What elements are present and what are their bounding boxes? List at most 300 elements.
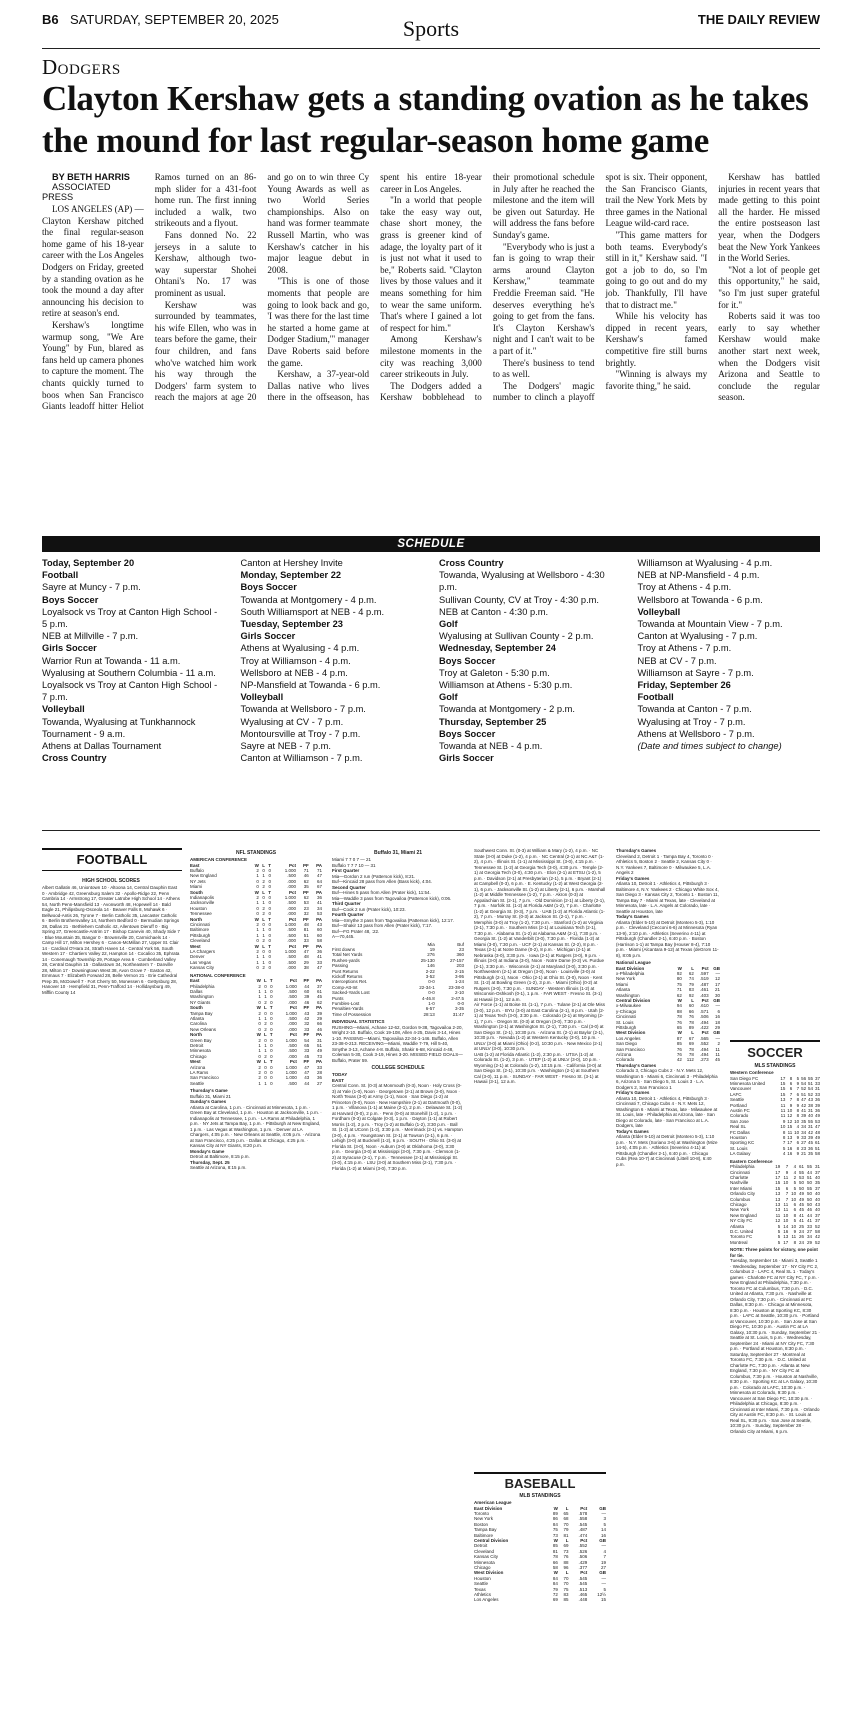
stat-cell: 2 <box>262 878 265 884</box>
stat-cell: 112 <box>686 1057 694 1063</box>
football-title: FOOTBALL <box>76 852 148 867</box>
stat-cell: 51 <box>806 1174 812 1180</box>
thursday2-game: Seattle at Arizona, 8:15 p.m. <box>190 1165 247 1171</box>
stat-cell: 15 <box>780 1086 786 1092</box>
stat-cell: 7 <box>603 1554 606 1560</box>
stat-cell: 52 <box>808 1091 814 1097</box>
schedule-entry: Canton at Hershey Invite <box>240 558 343 568</box>
nfc-table <box>190 978 322 1086</box>
standings-row <box>190 965 322 970</box>
team-name: Los Angeles <box>474 1597 499 1603</box>
division-name: East Division <box>616 965 645 971</box>
team-name: Atlanta <box>616 987 631 993</box>
stat-cell: 41 <box>316 900 322 906</box>
division-name: West Division <box>616 1030 646 1036</box>
stat-cell: .558 <box>578 1516 588 1522</box>
stat-cell: .000 <box>288 1053 297 1059</box>
stat-cell: 53 <box>799 1174 805 1180</box>
stat-cell: 73 <box>563 1548 569 1554</box>
team-name: Minnesota <box>474 1559 495 1565</box>
stat-cell: .597 <box>699 970 709 976</box>
article-paragraph: The Dodgers added a Kershaw bobblehead to their promotional schedule in July after he reached the milestone and the item will be given out Saturday. He will address the fans before Sunday's game. <box>380 172 595 403</box>
stat-cell: 40 <box>808 1113 814 1119</box>
stat-value: 2-22 <box>425 968 435 974</box>
column-header: L <box>565 1505 569 1511</box>
article-paragraph: There's business to tend to as well. <box>492 357 595 380</box>
stat-cell: 0 <box>270 1043 273 1048</box>
stat-cell: 78 <box>688 1052 694 1057</box>
stat-cell: 49 <box>814 1113 820 1119</box>
schedule-entry: Wyalusing at Southern Columbia - 11 a.m. <box>42 667 216 678</box>
division-name: Central Division <box>616 997 651 1003</box>
stat-cell: .474 <box>578 1532 588 1538</box>
article-paragraph: "Everybody who is just a fan is going to wrap their arms around Clayton Kershaw," teammate Freddie Freeman said. "He deserves everything he's going to get from the fans. It's Clayton Kershaw's night and I can't wait to be a part of it." <box>492 241 595 356</box>
stat-cell: 7 <box>789 1091 793 1097</box>
stat-cell: 67 <box>316 884 322 890</box>
team-name: Orlando City <box>730 1191 756 1197</box>
stat-cell: 9 <box>789 1102 793 1108</box>
mls-standings-title: MLS STANDINGS <box>754 1063 796 1069</box>
team-name: Texas <box>474 1586 486 1592</box>
team-name: New York <box>474 1516 494 1522</box>
stat-cell: 8 <box>782 1129 786 1135</box>
stat-cell: 5 <box>603 1521 606 1527</box>
schedule-entry: Troy at Athens - 4 p.m. <box>637 582 732 593</box>
team-name: Kansas City <box>190 965 215 971</box>
team-name: San Diego FC <box>730 1075 759 1081</box>
stat-cell: 72 <box>552 1592 558 1597</box>
article-headline: Clayton Kershaw gets a standing ovation as he takes the mound for last regular-season home game <box>42 79 809 160</box>
stat-cell: 33 <box>316 959 322 965</box>
team-name: Las Vegas <box>190 959 212 965</box>
column-header: Pct <box>289 1005 297 1011</box>
stat-cell: 0 <box>270 1021 273 1027</box>
stat-cell: 78 <box>688 1046 694 1052</box>
boxscore-stat-row <box>332 1012 464 1017</box>
stat-cell: .552 <box>578 1543 588 1549</box>
stat-cell: 46 <box>303 873 309 879</box>
stat-cell: 1 <box>258 1015 261 1021</box>
stat-cell: 29 <box>714 1024 720 1030</box>
stat-cell: 75 <box>563 1586 569 1592</box>
stat-cell: 0 <box>268 954 272 960</box>
college-east: EAST <box>332 1077 345 1083</box>
stat-cell: 1.000 <box>285 1010 297 1016</box>
team-name: Seattle <box>474 1581 489 1587</box>
stat-cell: .273 <box>699 1057 709 1063</box>
stat-cell: 78 <box>688 1019 694 1025</box>
article-paragraph: "This is one of those moments that people are going to look back and go, 'I was there for the last time he started a home game at Dodger Stadium,'" manager Dave Roberts said before the game. <box>267 276 370 368</box>
stat-cell: 54 <box>304 1037 310 1043</box>
stat-label: Rushes-yards <box>332 957 360 963</box>
standings-row <box>730 1218 820 1223</box>
stat-cell: 27 <box>806 1228 812 1234</box>
stat-label: Total Net Yards <box>332 952 363 958</box>
stat-cell: 4 <box>796 1124 800 1130</box>
stat-cell: 50 <box>806 1180 812 1186</box>
stat-cell: 34 <box>806 1234 812 1240</box>
column-header: Pct <box>289 1032 297 1038</box>
division-name: West Division <box>474 1570 504 1576</box>
nl-today: Atlanta (Elder 5-10) at Detroit (Montero 5-3), 1:10 p.m. · N.Y. Mets (Soriano 3-6) at Washington (Mize 14-5), 4:05 p.m. · Athletics (Severino 4-11) at Pittsburgh (Chandler 2-1), 6:40 p.m. · Chicago Cubs (Rea 10-7) at Cincinnati (Littell 10-8), 6:40 p.m. <box>616 1134 718 1167</box>
stat-cell: 43 <box>304 1010 310 1016</box>
stat-cell: 5 <box>777 1234 781 1240</box>
stat-cell: 0 <box>270 1053 273 1059</box>
team-name: Miami <box>190 884 202 890</box>
stat-cell: 0 <box>256 911 259 917</box>
stat-cell: 5 <box>793 1180 797 1186</box>
stat-cell: 62 <box>688 970 694 976</box>
hs-scores-column <box>42 876 180 1724</box>
column-header: W <box>254 916 259 922</box>
stat-cell: 51 <box>316 1043 322 1048</box>
column-header: W <box>553 1570 558 1576</box>
nl-friday: Atlanta 10, Detroit 1 · Athletics 4, Pittsburgh 3 · Cincinnati 7, Chicago Cubs 4 · N.Y. Mets 12, Washington 6 · Miami at Texas, late · Milwaukee at St. Louis, late · Philadelphia at Arizona, late · San Diego at Colorado, late · San Francisco at L.A. Dodgers, late <box>616 1095 718 1129</box>
stat-cell: 31 <box>316 1037 322 1043</box>
stat-cell: 0 <box>270 1037 273 1043</box>
stat-cell: .500 <box>288 1080 297 1086</box>
schedule-heading: Girls Soccer <box>240 631 296 642</box>
schedule-heading: Boys Soccer <box>42 594 99 605</box>
stat-cell: .545 <box>578 1575 588 1581</box>
column-header: PF <box>303 978 310 984</box>
team-name: Indianapolis <box>190 894 215 900</box>
monday-title: Monday's Game <box>190 1148 225 1154</box>
schedule-entry: Towanda at Wellsboro - 7 p.m. <box>240 704 366 715</box>
individual-title: INDIVIDUAL STATISTICS <box>332 1019 385 1025</box>
stat-cell: 10 <box>787 1107 793 1113</box>
column-header: W <box>256 1059 261 1065</box>
stat-cell: .000 <box>287 911 297 917</box>
column-header: W <box>677 1030 682 1036</box>
stat-cell: 0 <box>262 949 265 954</box>
schedule-heading: Golf <box>439 619 458 630</box>
stat-cell: — <box>601 1543 606 1549</box>
stat-cell: 1 <box>262 932 265 938</box>
stat-cell: 70 <box>563 1575 569 1581</box>
stat-value: 0-0 <box>428 979 435 985</box>
stat-cell: 44 <box>806 1212 812 1218</box>
column-header: T <box>268 943 272 949</box>
column-header: GB <box>599 1570 606 1576</box>
team-name: Austin FC <box>730 1107 750 1113</box>
boxscore-quarter: First Quarter <box>332 868 360 873</box>
stat-cell: 39 <box>316 1010 322 1016</box>
stat-cell: 0 <box>270 1070 273 1076</box>
stat-cell: 34 <box>316 905 322 911</box>
team-name: Kansas City <box>474 1554 499 1560</box>
nl-today-title: Today's Games <box>616 1128 649 1134</box>
column-header: Pct <box>289 978 297 984</box>
team-name: New Orleans <box>190 1026 217 1032</box>
stat-cell: 2 <box>258 1010 261 1016</box>
team-name: Baltimore <box>190 927 210 933</box>
team-name: Atlanta <box>190 1015 205 1021</box>
team-name: Minnesota <box>190 1048 211 1054</box>
column-header: L <box>691 1030 694 1036</box>
team-name: Green Bay <box>190 1037 212 1043</box>
soccer-rule <box>730 1040 820 1042</box>
stat-cell: 31 <box>808 1107 814 1113</box>
standings-row <box>730 1180 820 1185</box>
boxscore-line: Mia—Waddle 3 pass from Tagovailoa (Patterson kick), 0:06. <box>332 895 452 901</box>
stat-cell: .377 <box>578 1564 588 1570</box>
byline-org: ASSOCIATED PRESS <box>42 182 111 202</box>
stat-cell: 2 <box>258 1037 261 1043</box>
column-header: T <box>268 916 272 922</box>
stat-value: 276 <box>427 952 435 958</box>
soccer-note: NOTE: Three points for victory, one point for tie. <box>730 1247 818 1258</box>
east-title: Eastern Conference <box>730 1158 773 1164</box>
stat-cell: 37 <box>814 1218 820 1224</box>
stat-value: 19 <box>429 946 435 952</box>
stat-cell: 55 <box>806 1185 812 1191</box>
column-header: L <box>264 978 267 984</box>
article-paragraph: Fans donned No. 22 jerseys in a salute to Kershaw, although two-way superstar Shohei Ohtani's No. 17 was prominent as usual. <box>154 229 257 298</box>
boxscore-line: Mia—Gordon 2 run (Patterson kick), 8:21. <box>332 873 416 879</box>
stat-cell: 13 <box>783 1234 789 1240</box>
stat-cell: .461 <box>699 987 709 993</box>
column-header: PF <box>303 1005 310 1011</box>
column-header: W <box>677 997 682 1003</box>
baseball-title: BASEBALL <box>504 1476 576 1491</box>
stat-cell: 41 <box>799 1218 805 1224</box>
stat-cell: 47 <box>304 1064 310 1070</box>
stat-cell: 36 <box>808 1145 814 1151</box>
stat-cell: — <box>715 1035 720 1041</box>
stat-cell: 53 <box>316 911 322 917</box>
stat-cell: 38 <box>303 965 309 971</box>
stat-cell: 13 <box>775 1191 781 1197</box>
stat-label: Interceptions Ret. <box>332 979 368 985</box>
stat-cell: 52 <box>814 1239 820 1245</box>
stat-cell: 0 <box>268 878 272 884</box>
stat-cell: 62 <box>676 992 682 998</box>
stat-label: First downs <box>332 946 356 952</box>
stat-cell: 5 <box>777 1239 781 1245</box>
stat-cell: 11 <box>783 1201 789 1207</box>
article-paragraph: Kershaw has battled injuries in recent years that made getting to this point all the harder. He missed the entire postseason last year, when the Dodgers beat the New York Yankees in the World Series. <box>718 172 820 264</box>
stat-cell: 1 <box>262 873 265 879</box>
stat-cell: 1 <box>262 900 265 906</box>
baseball-nl <box>616 848 720 1724</box>
column-header: L <box>691 997 694 1003</box>
stat-cell: 0 <box>256 884 259 890</box>
stat-cell: 11 <box>780 1102 786 1108</box>
stat-cell: 71 <box>316 867 322 873</box>
article-body <box>42 172 820 540</box>
column-header: L <box>262 862 265 868</box>
stat-cell: 6 <box>785 1185 789 1191</box>
schedule-entry: Williamson at Sayre - 7 p.m. <box>637 667 754 678</box>
stat-cell: .403 <box>699 992 709 998</box>
column-header: PF <box>303 1032 310 1038</box>
stat-cell: 79 <box>563 1527 569 1533</box>
stat-cell: .000 <box>287 878 297 884</box>
stat-cell: 0 <box>268 959 272 965</box>
team-name: x-Milwaukee <box>616 1003 642 1009</box>
article-kicker: Dodgers <box>42 55 121 79</box>
stat-value: 2-10 <box>454 990 464 996</box>
team-name: Buffalo <box>190 867 204 873</box>
al-friday-title: Friday's Games <box>616 875 650 881</box>
stat-cell: 1.000 <box>285 983 297 989</box>
stat-cell: .494 <box>699 1019 709 1025</box>
article-paragraph: While his velocity has dipped in recent years, Kershaw's famed competitive fire still burns brightly. <box>605 311 708 368</box>
stat-cell: .465 <box>578 1592 588 1597</box>
boxscore-quarter: Fourth Quarter <box>332 912 364 917</box>
stat-cell: 15 <box>600 1597 606 1603</box>
stat-cell: 53 <box>814 1118 820 1124</box>
column-header: L <box>262 889 265 895</box>
stat-cell: 8 <box>793 1212 797 1218</box>
stat-cell: 36 <box>814 1107 820 1113</box>
soccer-games: Tuesday, September 16 · Miami 3, Seattle 1 · Wednesday, September 17 · NY City FC 2, Columbus 2 · LAFC 4, Real SL 1 · Today's games · Charlotte FC at NY City FC, 7 p.m. · New England at Philadelphia, 7:30 p.m. · Toronto FC at Columbus, 7:30 p.m. · D.C. United at Atlanta, 7:30 p.m. · Nashville at Orlando City, 7:30 p.m. · Cincinnati at FC Dallas, 8:30 p.m. · Chicago at Minnesota, 8:30 p.m. · Houston at Sporting KC, 8:30 p.m. · LAFC at Seattle, 10:30 p.m. · Portland at Vancouver, 10:30 p.m. · San Jose at San Diego FC, 10:30 p.m. · Austin FC at LA Galaxy, 10:30 p.m. · Sunday, September 21 · Seattle at St. Louis, 5 p.m. · Wednesday, September 24 · Miami at NY City FC, 7:30 p.m. · Portland at Houston, 8:30 p.m. · Saturday, September 27 · Montreal at Toronto FC, 7:30 p.m. · D.C. United at Charlotte FC, 7:30 p.m. · Atlanta at New England, 7:30 p.m. · NY City FC at Columbus, 7:30 p.m. · Houston at Nashville, 8:30 p.m. · Sporting KC at LA Galaxy, 10:30 p.m. · Colorado at LAFC, 10:30 p.m. · Minnesota at Colorado, 9:30 p.m. · Vancouver at San Diego FC, 10:30 p.m. · Philadelphia at Chicago, 8:30 p.m. · Cincinnati at Inter Miami, 7:30 p.m. · Orlando City at Austin FC, 8:30 p.m. · St. Louis at Real SL, 9:30 p.m. · San Jose at Seattle, 10:30 p.m. · Sunday, September 28 · Orlando City at Miami, 6 p.m. <box>730 1258 820 1434</box>
stat-cell: 25 <box>799 1223 805 1229</box>
column-header: L <box>565 1570 569 1576</box>
stat-cell: 23 <box>303 905 309 911</box>
stat-cell: 73 <box>316 1053 322 1059</box>
schedule-heading: Girls Soccer <box>439 753 494 764</box>
stat-cell: 0 <box>256 965 259 971</box>
stat-cell: 37 <box>814 1169 820 1175</box>
stat-cell: 6 <box>789 1086 793 1092</box>
team-name: LA Chargers <box>190 949 216 954</box>
column-header: L <box>565 1537 569 1543</box>
schedule-entry: Loyalsock vs Troy at Canton High School - 5 p.m. <box>42 606 218 630</box>
column-header: PF <box>303 1059 310 1065</box>
stat-cell: 60 <box>304 988 310 994</box>
stat-cell: 58 <box>316 938 322 944</box>
column-header: Pct <box>289 916 297 922</box>
stat-cell: 33 <box>806 1223 812 1229</box>
stat-label: Kickoff Returns <box>332 973 363 979</box>
stat-cell: 52 <box>814 1223 820 1229</box>
stat-cell: 39 <box>808 1134 814 1140</box>
column-header: T <box>269 1005 273 1011</box>
byline: BY BETH HARRIS <box>52 172 130 182</box>
stat-cell: 1 <box>258 994 261 1000</box>
schedule-heading: Monday, September 22 <box>240 570 342 581</box>
team-name: Vancouver <box>730 1086 752 1092</box>
stat-cell: — <box>601 1575 606 1581</box>
stat-cell: 45 <box>714 1057 720 1063</box>
stat-cell: 55 <box>799 1169 805 1175</box>
nl-thursday: Colorado 3, Chicago Cubs 2 · N.Y. Mets 12, Washington 5 · Miami 6, Cincinnati 3 · Philadelphia 6, Arizona 5 · San Diego 5, St. Louis 3 · L.A. Dodgers 2, San Francisco 1 <box>616 1068 718 1090</box>
standings-row <box>730 1207 820 1212</box>
column-header: Pct <box>701 1030 709 1036</box>
stat-cell: 10 <box>783 1218 789 1224</box>
stat-cell: 1.000 <box>285 1037 297 1043</box>
stat-cell: 1 <box>256 873 259 879</box>
article-paragraph: Kershaw's longtime warmup song, "We Are Young" by Fun, blared as fans held up camera phones to capture the moment. The chants quickly turned to boos when San Francisco Giants leadoff hitter Heliot Ramos turned on an 86-mph slider for a 431-foot home run. The first inning included a walk, two strikeouts and a flyout. <box>42 172 257 412</box>
stat-cell: .487 <box>578 1527 588 1533</box>
stat-cell: 58 <box>552 1564 558 1570</box>
column-header: GB <box>599 1505 606 1511</box>
schedule-heading: Golf <box>439 692 458 703</box>
stat-cell: 76 <box>688 1014 694 1020</box>
stat-cell: 1 <box>264 988 267 994</box>
schedule-entry: Towanda, Wyalusing at Wellsboro - 4:30 p.m. <box>439 570 605 593</box>
stat-cell: 2 <box>258 1070 261 1076</box>
stat-cell: 76 <box>676 1019 682 1025</box>
stat-cell: 39 <box>801 1113 807 1119</box>
stat-cell: 10 <box>791 1223 797 1229</box>
nfc-title: NATIONAL CONFERENCE <box>190 972 246 978</box>
stat-cell: .500 <box>287 932 297 938</box>
stat-cell: 11 <box>775 1212 781 1218</box>
stat-cell: 5 <box>793 1185 797 1191</box>
stat-cell: 0 <box>258 1021 261 1027</box>
stat-cell: 69 <box>552 1597 558 1603</box>
stat-cell: 29 <box>316 1015 322 1021</box>
stat-cell: 8 <box>796 1107 800 1113</box>
stat-cell: 35 <box>808 1151 814 1157</box>
thursday-result: Buffalo 31, Miami 21 <box>190 1093 231 1099</box>
schedule-entry: Troy at Athens - 7 p.m. <box>637 643 732 654</box>
stat-cell: 39 <box>304 994 310 1000</box>
stat-cell: 60 <box>316 932 322 938</box>
stat-cell: 0 <box>270 988 273 994</box>
team-name: St. Louis <box>730 1145 748 1151</box>
division-name: North <box>190 916 202 922</box>
stat-cell: .000 <box>288 1021 297 1027</box>
stat-cell: 19 <box>775 1164 781 1170</box>
stat-cell: 17 <box>787 1140 793 1146</box>
stat-cell: 37 <box>316 983 322 989</box>
stat-cell: 13 <box>775 1207 781 1213</box>
team-name: Real SL <box>730 1124 747 1130</box>
schedule-heading: Boys Soccer <box>439 655 496 666</box>
issue-date: SATURDAY, SEPTEMBER 20, 2025 <box>70 12 279 27</box>
stat-cell: 0 <box>268 921 272 927</box>
stat-cell: 0 <box>264 1075 267 1081</box>
stat-cell: 44 <box>304 1080 310 1086</box>
stat-cell: 2 <box>262 965 265 971</box>
stat-cell: .000 <box>287 938 297 944</box>
stat-value: 0-0 <box>457 1000 464 1006</box>
stat-cell: 56 <box>801 1075 807 1081</box>
boxscore-quarter: Third Quarter <box>332 901 361 906</box>
stat-cell: 10 <box>783 1212 789 1218</box>
team-name: Charlotte <box>730 1174 749 1180</box>
stat-cell: 51 <box>303 932 309 938</box>
stat-cell: 16 <box>783 1228 789 1234</box>
stat-cell: 85 <box>676 1041 682 1047</box>
stat-label: Fumbles-Lost <box>332 1000 360 1006</box>
team-name: Toronto <box>474 1510 490 1516</box>
individual-stats: RUSHING—Miami, Achane 12-62, Gordon 9-38, Tagovailoa 2-20, Wright 2-10. Buffalo, Cook 19-108, Allen 4-25, Davis 3-14, Hines 1-10. PASSING—Miami, Tagovailoa 22-34-1-146. Buffalo, Allen 23-38-0-213. RECEIVING—Miami, Waddle 7-79, Hill 5-40, Smythe 3-13, Achane 4-8. Buffalo, Shakir 6-68, Kincaid 4-48, Coleman 5-30, Cook 3-19, Hines 3-20. MISSED FIELD GOALS—Buffalo, Prater 59. <box>332 1024 463 1063</box>
stat-cell: 86 <box>552 1516 558 1522</box>
team-name: Philadelphia <box>730 1164 755 1170</box>
stat-cell: 10 <box>794 1118 800 1124</box>
stat-cell: 55 <box>808 1118 814 1124</box>
stat-cell: — <box>601 1510 606 1516</box>
schedule-heading: Volleyball <box>42 704 85 715</box>
standings-row <box>730 1151 820 1156</box>
stat-cell: 1.000 <box>284 949 297 954</box>
stat-cell: 2 <box>258 1064 261 1070</box>
division-name: Central Division <box>474 1537 509 1543</box>
team-name: Los Angeles <box>616 1035 641 1041</box>
stat-cell: 49 <box>814 1134 820 1140</box>
football-rule-2 <box>42 870 182 871</box>
column-header: GB <box>599 1537 606 1543</box>
division-name: East <box>190 978 200 984</box>
column-header: PA <box>316 1059 322 1065</box>
stat-cell: 92 <box>676 970 682 976</box>
schedule-entry: Towanda at Mountain View - 7 p.m. <box>637 619 783 630</box>
